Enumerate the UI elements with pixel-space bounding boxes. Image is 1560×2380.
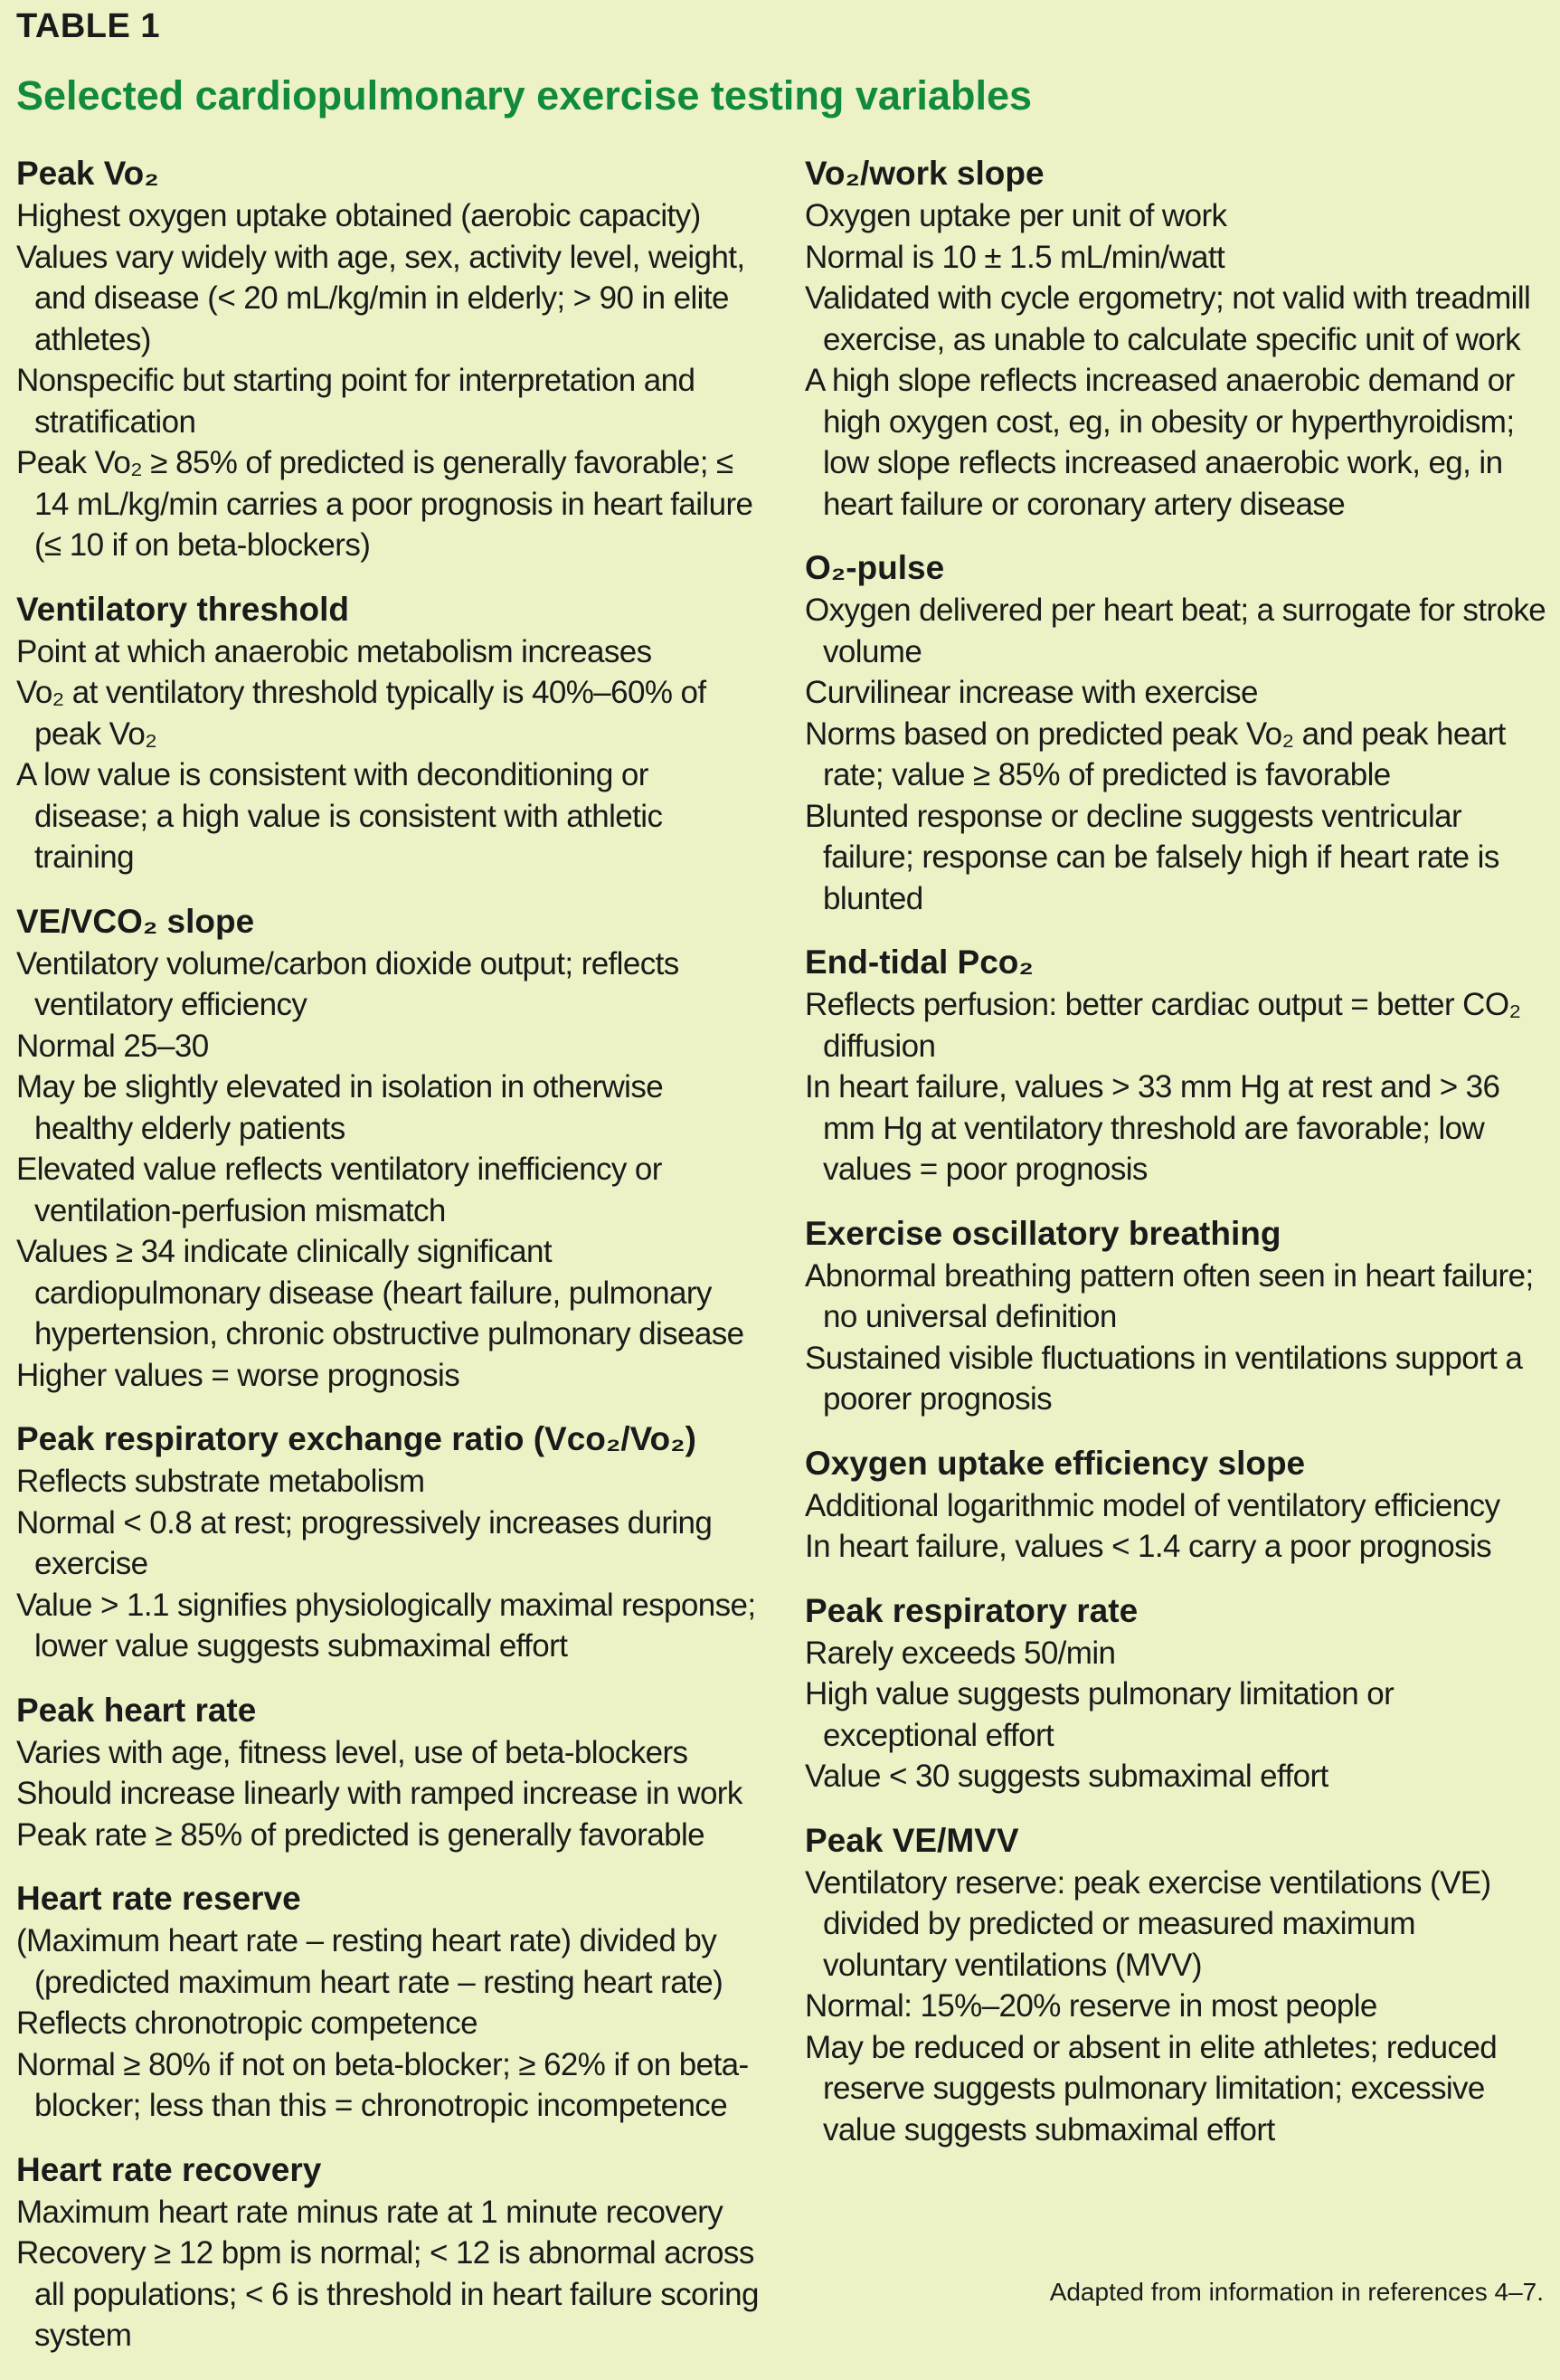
variable-item: Oxygen delivered per heart beat; a surrogate for stroke volume bbox=[805, 593, 1546, 669]
variable-section bbox=[16, 154, 767, 566]
variable-item: Curvilinear increase with exercise bbox=[805, 675, 1258, 710]
variable-item: In heart failure, values > 33 mm Hg at rest and > 36 mm Hg at ventilatory threshold are favorable; low values = poor prognosis bbox=[805, 1069, 1500, 1187]
variable-item: Maximum heart rate minus rate at 1 minute recovery bbox=[16, 2194, 723, 2230]
variable-item: Peak rate ≥ 85% of predicted is generally favorable bbox=[16, 1816, 705, 1853]
footnote: Adapted from information in references 4–7. bbox=[1049, 2278, 1544, 2306]
table-label: TABLE 1 bbox=[16, 7, 161, 45]
variable-item: Value < 30 suggests submaximal effort bbox=[805, 1759, 1328, 1794]
variable-item: Recovery ≥ 12 bpm is normal; < 12 is abnormal across all populations; < 6 is threshold in heart failure scoring system bbox=[16, 2235, 759, 2353]
variable-item: In heart failure, values < 1.4 carry a poor prognosis bbox=[805, 1529, 1492, 1564]
variable-section bbox=[16, 902, 767, 1397]
variable-item: High value suggests pulmonary limitation or exceptional effort bbox=[805, 1676, 1395, 1753]
variable-title: Peak VE/MVV bbox=[805, 1821, 1019, 1859]
variable-item: May be slightly elevated in isolation in otherwise healthy elderly patients bbox=[16, 1069, 664, 1146]
variable-item: Normal ≥ 80% if not on beta-blocker; ≥ 62% if on beta-blocker; less than this = chronotropic incompetence bbox=[16, 2046, 749, 2123]
variable-item: Peak Vo₂ ≥ 85% of predicted is generally favorable; ≤ 14 mL/kg/min carries a poor prognosis in heart failure (≤ 10 if on beta-blockers) bbox=[16, 445, 753, 563]
variable-section bbox=[805, 154, 1546, 525]
variable-item: Values ≥ 34 indicate clinically significant cardiopulmonary disease (heart failure, pulmonary hypertension, chronic obstructive pulmonary disease bbox=[16, 1234, 744, 1351]
variable-item: Normal is 10 ± 1.5 mL/min/watt bbox=[805, 239, 1225, 275]
variable-item: Reflects substrate metabolism bbox=[16, 1464, 425, 1499]
variable-item: A high slope reflects increased anaerobic demand or high oxygen cost, eg, in obesity or hyperthyroidism; low slope reflects increased anaerobic work, eg, in heart failure or coronary artery disease bbox=[805, 363, 1515, 522]
variable-item: Normal 25–30 bbox=[16, 1028, 209, 1064]
variable-title: Vo₂/work slope bbox=[805, 155, 1045, 192]
variable-section bbox=[16, 1419, 767, 1667]
variable-title: Oxygen uptake efficiency slope bbox=[805, 1444, 1306, 1482]
variable-item: Blunted response or decline suggests ventricular failure; response can be falsely high if heart rate is blunted bbox=[805, 798, 1499, 916]
variable-item: Norms based on predicted peak Vo₂ and peak heart rate; value ≥ 85% of predicted is favorable bbox=[805, 716, 1506, 792]
variable-item: May be reduced or absent in elite athletes; reduced reserve suggests pulmonary limitation; excessive value suggests submaximal effort bbox=[805, 2029, 1498, 2148]
variable-item: Rarely exceeds 50/min bbox=[805, 1635, 1116, 1671]
variable-item: Normal < 0.8 at rest; progressively increases during exercise bbox=[16, 1504, 713, 1581]
variable-title: Heart rate recovery bbox=[16, 2150, 322, 2188]
variable-title: VE/VCO₂ slope bbox=[16, 902, 255, 940]
variable-item: Abnormal breathing pattern often seen in heart failure; no universal definition bbox=[805, 1257, 1534, 1334]
variable-section bbox=[805, 1444, 1546, 1568]
variable-item: Higher values = worse prognosis bbox=[16, 1357, 460, 1393]
right-column bbox=[805, 154, 1546, 2174]
variable-item: Elevated value reflects ventilatory inefficiency or ventilation-perfusion mismatch bbox=[16, 1152, 662, 1228]
variable-section bbox=[805, 1821, 1546, 2151]
variable-section bbox=[16, 1879, 767, 2127]
variable-item: Nonspecific but starting point for interpretation and stratification bbox=[16, 363, 695, 440]
variable-title: End-tidal Pco₂ bbox=[805, 943, 1034, 981]
variable-item: Sustained visible fluctuations in ventilations support a poorer prognosis bbox=[805, 1340, 1523, 1417]
left-column bbox=[16, 154, 767, 2380]
variable-section bbox=[16, 2150, 767, 2356]
table-title: Selected cardiopulmonary exercise testing variables bbox=[16, 72, 1033, 119]
variable-item: Validated with cycle ergometry; not valid with treadmill exercise, as unable to calculate specific unit of work bbox=[805, 280, 1531, 357]
variable-title: Peak respiratory rate bbox=[805, 1591, 1139, 1629]
variable-item: Reflects chronotropic competence bbox=[16, 2005, 477, 2041]
variable-item: Reflects perfusion: better cardiac output = better CO₂ diffusion bbox=[805, 987, 1521, 1064]
variable-title: Ventilatory threshold bbox=[16, 590, 350, 628]
variable-item: (Maximum heart rate – resting heart rate) divided by (predicted maximum heart rate – resting heart rate) bbox=[16, 1923, 723, 2000]
variable-section bbox=[805, 1214, 1546, 1420]
variable-item: Ventilatory reserve: peak exercise ventilations (VE) divided by predicted or measured maximum voluntary ventilations (MVV) bbox=[805, 1864, 1491, 1983]
variable-item: Value > 1.1 signifies physiologically maximal response; lower value suggests submaximal effort bbox=[16, 1587, 756, 1664]
variable-section bbox=[805, 548, 1546, 919]
variable-item: Values vary widely with age, sex, activity level, weight, and disease (< 20 mL/kg/min in elderly; > 90 in elite athletes) bbox=[16, 239, 745, 357]
variable-item: Point at which anaerobic metabolism increases bbox=[16, 633, 652, 669]
variable-item: A low value is consistent with deconditioning or disease; a high value is consistent with athletic training bbox=[16, 757, 663, 875]
variable-title: O₂-pulse bbox=[805, 549, 945, 586]
variable-section bbox=[805, 1591, 1546, 1797]
variable-section bbox=[16, 590, 767, 878]
variable-item: Should increase linearly with ramped increase in work bbox=[16, 1776, 742, 1811]
variable-section bbox=[805, 943, 1546, 1190]
variable-section bbox=[16, 1691, 767, 1856]
variable-title: Peak respiratory exchange ratio (Vco₂/Vo₂) bbox=[16, 1420, 696, 1457]
variable-item: Normal: 15%–20% reserve in most people bbox=[805, 1988, 1377, 2024]
variable-title: Peak heart rate bbox=[16, 1691, 257, 1729]
variable-title: Peak Vo₂ bbox=[16, 155, 159, 192]
variable-item: Oxygen uptake per unit of work bbox=[805, 198, 1227, 233]
variable-item: Additional logarithmic model of ventilatory efficiency bbox=[805, 1487, 1500, 1523]
variable-title: Heart rate reserve bbox=[16, 1880, 301, 1917]
variable-title: Exercise oscillatory breathing bbox=[805, 1214, 1281, 1252]
variable-item: Vo₂ at ventilatory threshold typically is 40%–60% of peak Vo₂ bbox=[16, 675, 706, 752]
variable-item: Varies with age, fitness level, use of beta-blockers bbox=[16, 1734, 688, 1770]
variable-item: Highest oxygen uptake obtained (aerobic capacity) bbox=[16, 198, 701, 233]
variable-item: Ventilatory volume/carbon dioxide output; reflects ventilatory efficiency bbox=[16, 945, 679, 1022]
